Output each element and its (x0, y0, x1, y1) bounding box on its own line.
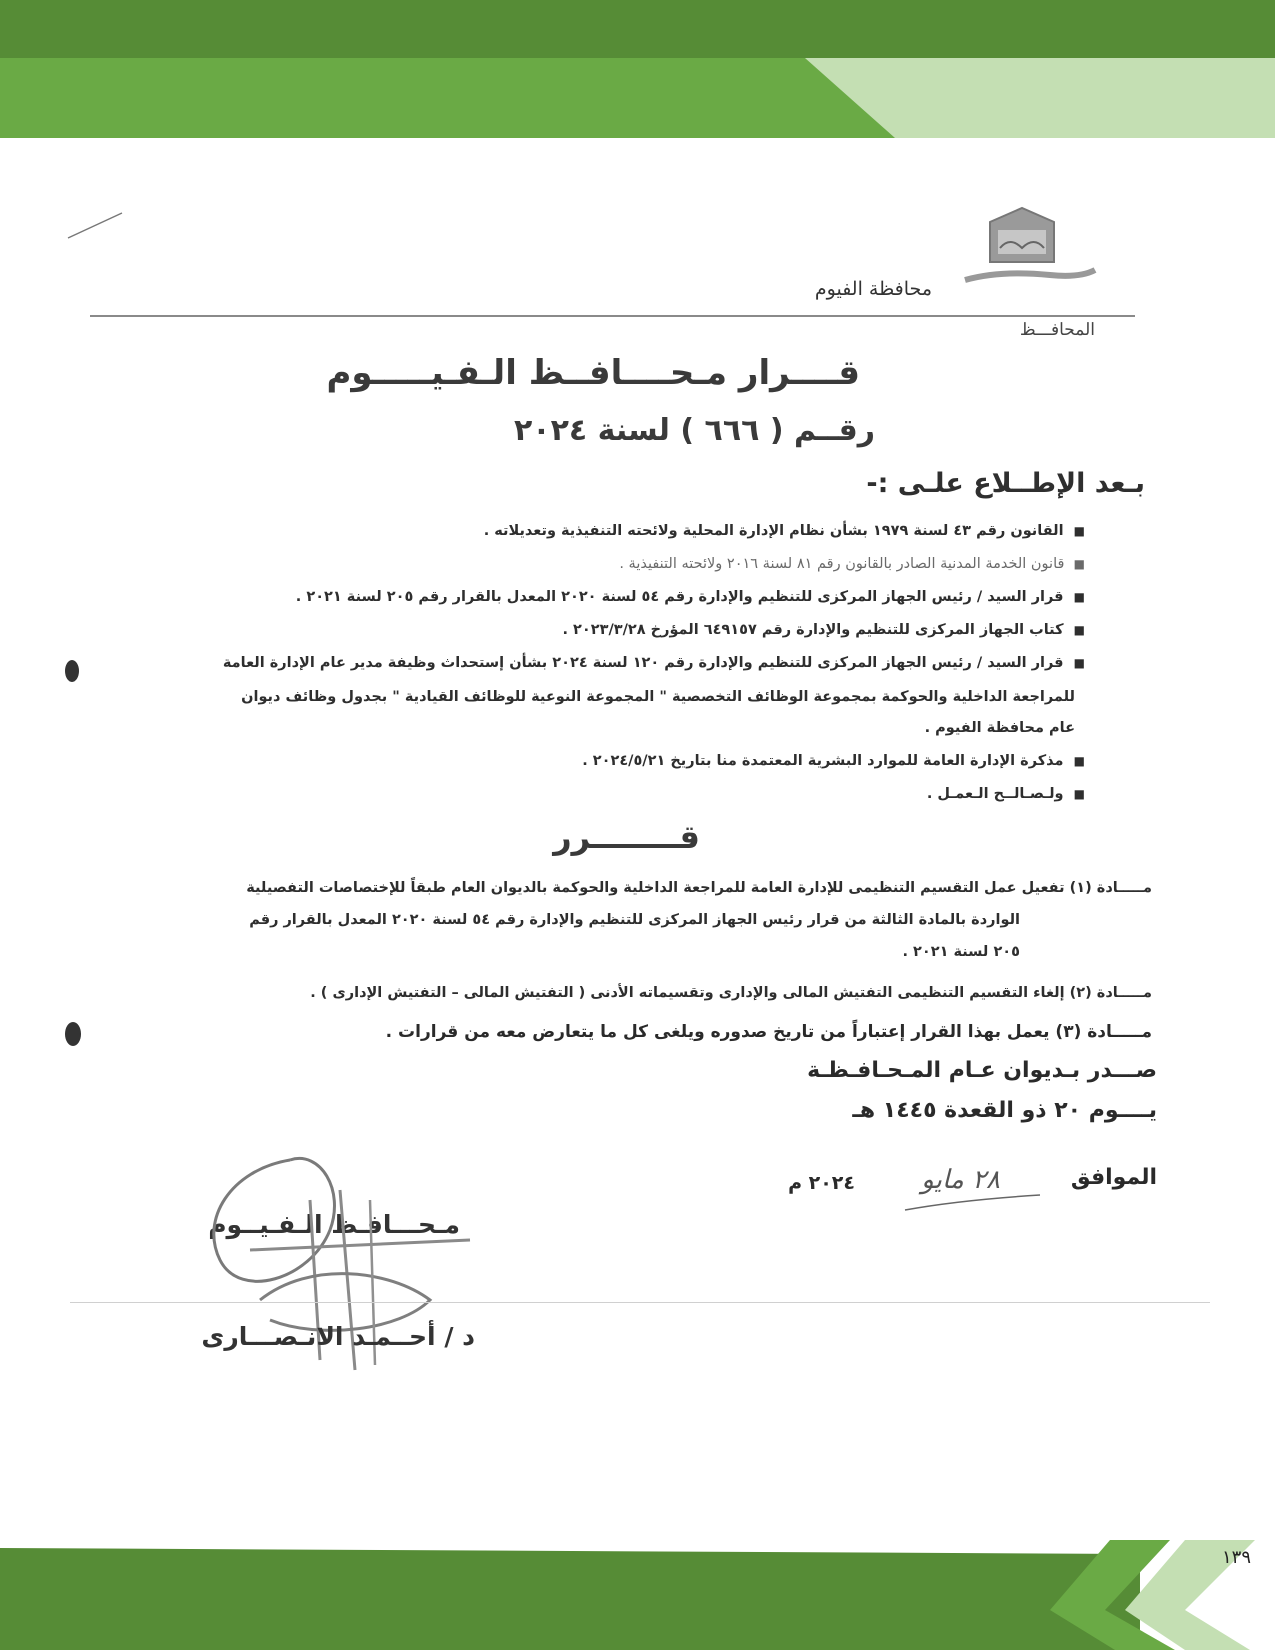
list-item: ■ مذكرة الإدارة العامة للموارد البشرية المعتمدة منا بتاريخ ٢٠٢٤/٥/٢١ . (582, 753, 1085, 769)
hijri-date: يــــوم ٢٠ ذو القعدة ١٤٤٥ هـ (852, 1098, 1157, 1123)
article-1-cont: الواردة بالمادة الثالثة من قرار رئيس الجهاز المركزى للتنظيم والإدارة رقم ٥٤ لسنة ٢٠٢٠ المعدل بالقرار رقم (249, 912, 1020, 928)
handwriting-stroke (900, 1190, 1050, 1220)
gregorian-year: ٢٠٢٤ م (788, 1172, 855, 1194)
bullet-icon: ■ (1073, 754, 1085, 768)
page-number: ١٣٩ (1222, 1547, 1252, 1568)
list-item-continuation: للمراجعة الداخلية والحوكمة بمجموعة الوظائف التخصصية " المجموعة النوعية للوظائف القيادية " بجدول وظائف ديوان (241, 689, 1075, 705)
gregorian-date-label: الموافق (1070, 1165, 1157, 1190)
signature (170, 1130, 500, 1390)
list-item: ■ قانون الخدمة المدنية الصادر بالقانون رقم ٨١ لسنة ٢٠١٦ ولائحته التنفيذية . (619, 556, 1085, 572)
punch-hole (65, 660, 79, 682)
header-band-mid (0, 58, 895, 138)
governorate-name: محافظة الفيوم (814, 278, 932, 300)
header-rule (90, 315, 1135, 317)
header-bar (0, 0, 1275, 58)
pen-mark (60, 205, 130, 245)
footer-bar (0, 1548, 1140, 1650)
signatory-name: د / أحــمـد الانـصـــارى (201, 1322, 475, 1351)
bullet-icon: ■ (1073, 656, 1085, 670)
decision-heading: قــــــــرر (553, 818, 700, 856)
governorate-emblem (960, 200, 1100, 295)
handwritten-date: ٢٨ مايو (921, 1165, 1000, 1195)
bullet-icon: ■ (1073, 524, 1085, 538)
issued-at: صـــدر بـديوان عـام المـحـافـظـة (807, 1058, 1157, 1083)
article-1-cont: ٢٠٥ لسنة ٢٠٢١ . (902, 944, 1020, 960)
office-label: المحافـــظ (1019, 320, 1095, 340)
bullet-icon: ■ (1073, 590, 1085, 604)
list-item: ■ قرار السيد / رئيس الجهاز المركزى للتنظيم والإدارة رقم ٥٤ لسنة ٢٠٢٠ المعدل بالقرار رقم ٢٠٥ لسنة ٢٠٢١ . (295, 589, 1085, 605)
signatory-title: مـحـــافـظ الـفـيــوم (208, 1210, 460, 1239)
article-1: مـــــادة (١) تفعيل عمل التقسيم التنظيمى للإدارة العامة للمراجعة الداخلية والحوكمة بالديوان العام طبقاً للإختصاصات التفصيلية (246, 880, 1152, 896)
punch-hole (65, 1022, 81, 1046)
footer-band (0, 1540, 1275, 1650)
bullet-icon: ■ (1073, 557, 1085, 571)
bullet-icon: ■ (1073, 623, 1085, 637)
list-item-continuation: عام محافظة الفيوم . (924, 720, 1075, 736)
list-item: ■ ولـصـالــح الـعمـل . (926, 786, 1085, 802)
bullet-icon: ■ (1073, 787, 1085, 801)
decree-number: رقــم ( ٦٦٦ ) لسنة ٢٠٢٤ (513, 413, 875, 448)
article-3: مـــــادة (٣) يعمل بهذا القرار إعتباراً من تاريخ صدوره ويلغى كل ما يتعارض معه من قرارات . (385, 1022, 1152, 1042)
list-item: ■ كتاب الجهاز المركزى للتنظيم والإدارة رقم ٦٤٩١٥٧ المؤرخ ٢٠٢٣/٣/٢٨ . (562, 622, 1085, 638)
decree-title: قــــرار مـحــــافــظ الـفـيـــــوم (326, 353, 860, 393)
header-band (0, 58, 1275, 138)
list-item: ■ القانون رقم ٤٣ لسنة ١٩٧٩ بشأن نظام الإدارة المحلية ولائحته التنفيذية وتعديلاته . (483, 523, 1085, 539)
article-2: مـــــادة (٢) إلغاء التقسيم التنظيمى التفتيش المالى والإدارى وتقسيماته الأدنى ( التفتيش المالى – التفتيش الإدارى ) . (310, 985, 1152, 1001)
scan-rule (70, 1302, 1210, 1303)
list-item: ■ قرار السيد / رئيس الجهاز المركزى للتنظيم والإدارة رقم ١٢٠ لسنة ٢٠٢٤ بشأن إستحداث وظيفة مدير عام الإدارة العامة (222, 655, 1085, 671)
intro-heading: بـعد الإطــلاع علـى :- (866, 468, 1145, 499)
